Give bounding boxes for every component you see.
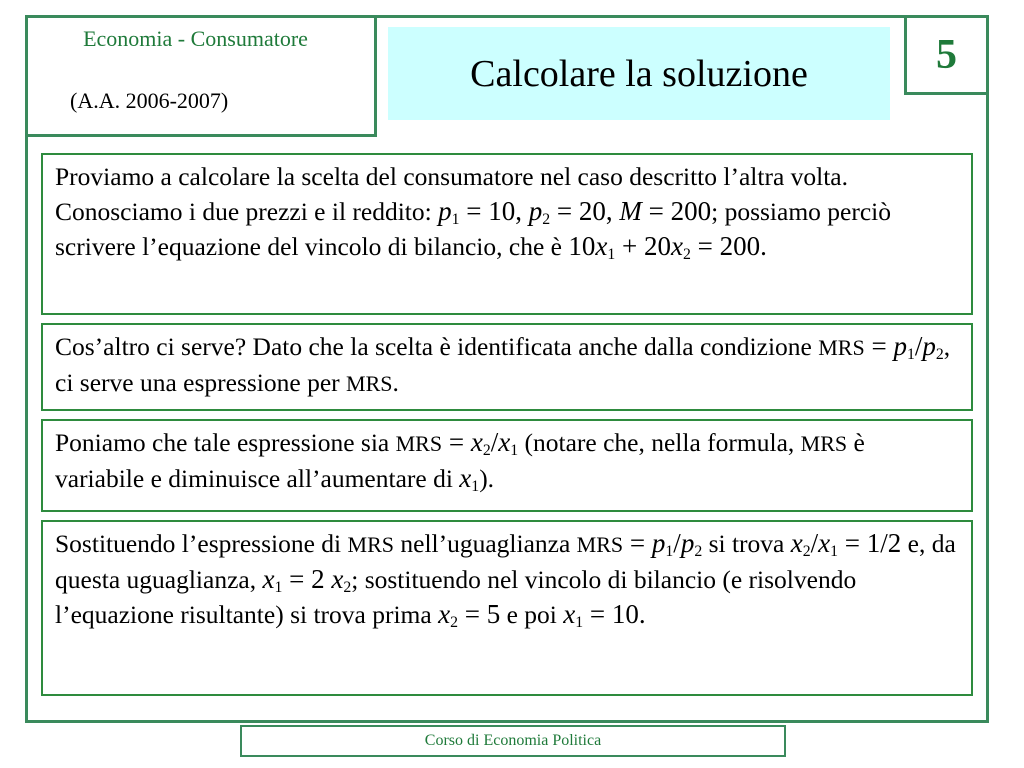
math-var: p: [922, 331, 936, 361]
math-expr: /: [490, 427, 499, 457]
math-var: M: [619, 196, 642, 226]
math-subscript: 1: [575, 613, 584, 631]
math-expr: =: [864, 331, 894, 361]
math-var: x: [438, 599, 451, 629]
math-expr: = 200.: [690, 231, 767, 261]
math-mrs: MRS: [800, 431, 848, 456]
math-subscript: 2: [682, 245, 691, 263]
math-var: x: [470, 427, 483, 457]
slide-title-box: [388, 27, 890, 120]
text-run: Sostituendo l’espressione di: [55, 529, 348, 558]
math-expr: = 2: [282, 564, 332, 594]
math-var: p: [680, 528, 695, 558]
math-var: p: [528, 196, 543, 226]
math-subscript: 2: [450, 613, 458, 631]
math-expr: =: [442, 427, 471, 457]
text-run: è variabile e diminuisce all’aumentare di: [55, 428, 865, 493]
math-var: x: [331, 564, 344, 594]
paragraph-known-values: [41, 153, 973, 315]
math-var: p: [893, 331, 907, 361]
footer-box: [240, 725, 786, 757]
math-subscript: 1: [274, 578, 283, 596]
math-subscript: 1: [665, 542, 674, 560]
text-run: e, da questa uguaglianza,: [55, 529, 956, 594]
footer-course-label: Corso di Economia Politica: [424, 732, 602, 749]
math-expr: /: [810, 528, 819, 558]
math-mrs: MRS: [576, 532, 624, 557]
math-expr: = 200: [641, 196, 712, 226]
math-subscript: 1: [906, 345, 915, 363]
math-var: x: [670, 231, 683, 261]
math-mrs: MRS: [347, 532, 394, 557]
paragraph-mrs-condition: [41, 323, 973, 411]
course-title: Economia - Consumatore: [83, 26, 308, 51]
math-var: x: [563, 599, 576, 629]
math-var: p: [438, 196, 452, 226]
math-expr: = 10,: [459, 196, 529, 226]
math-subscript: 2: [343, 578, 352, 596]
text-run: .: [392, 368, 399, 397]
math-mrs: MRS: [818, 335, 865, 360]
text-run: e poi: [500, 600, 564, 629]
text-run: Poniamo che tale espressione sia: [55, 428, 396, 457]
paragraph-solution: [41, 520, 973, 696]
text-run: ; possiamo perciò scrivere l’equazione del vincolo di bilancio, che è: [55, 197, 892, 261]
math-subscript: 1: [510, 441, 519, 459]
text-run: (notare che, nella formula,: [518, 428, 801, 457]
math-var: x: [262, 564, 275, 594]
math-var: x: [595, 231, 608, 261]
math-subscript: 1: [451, 210, 460, 228]
math-subscript: 2: [482, 441, 491, 459]
text-run: nell’uguaglianza: [394, 529, 577, 558]
math-subscript: 2: [802, 542, 811, 560]
slide-title: Calcolare la soluzione: [470, 52, 808, 95]
math-subscript: 2: [542, 210, 551, 228]
math-mrs: MRS: [395, 431, 443, 456]
math-expr: /: [914, 331, 923, 361]
slide-number: 5: [936, 32, 957, 78]
academic-year: (A.A. 2006-2007): [70, 88, 229, 113]
text-run: ).: [479, 464, 495, 493]
slide-number-box: [904, 15, 989, 95]
math-var: x: [818, 528, 831, 558]
math-expr: + 20: [615, 231, 671, 261]
math-expr: 10: [568, 231, 596, 261]
math-var: x: [498, 427, 511, 457]
paragraph-mrs-expression: [41, 419, 973, 512]
text-run: , ci serve una espressione per: [55, 332, 951, 397]
math-expr: = 5: [457, 599, 501, 629]
math-subscript: 1: [607, 245, 616, 263]
math-expr: =: [623, 528, 652, 558]
math-var: p: [651, 528, 666, 558]
math-subscript: 1: [830, 542, 839, 560]
math-var: x: [790, 528, 803, 558]
math-subscript: 2: [694, 542, 703, 560]
math-expr: = 20,: [550, 196, 620, 226]
math-var: x: [459, 463, 472, 493]
math-expr: = 10.: [583, 599, 646, 629]
text-run: si trova: [702, 529, 791, 558]
math-subscript: 2: [935, 345, 944, 363]
text-run: Cos’altro ci serve? Dato che la scelta è identificata anche dalla condizione: [55, 332, 819, 361]
math-expr: /: [673, 528, 681, 558]
math-mrs: MRS: [346, 371, 393, 396]
math-expr: = 1/2: [838, 528, 902, 558]
text-run: Proviamo a calcolare la scelta del consumatore nel caso descritto l’altra volta. Conosciamo i due prezzi e il reddito:: [55, 162, 849, 226]
math-subscript: 1: [471, 477, 480, 495]
text-run: ; sostituendo nel vincolo di bilancio (e risolvendo l’equazione risultante) si trova prima: [55, 565, 857, 629]
